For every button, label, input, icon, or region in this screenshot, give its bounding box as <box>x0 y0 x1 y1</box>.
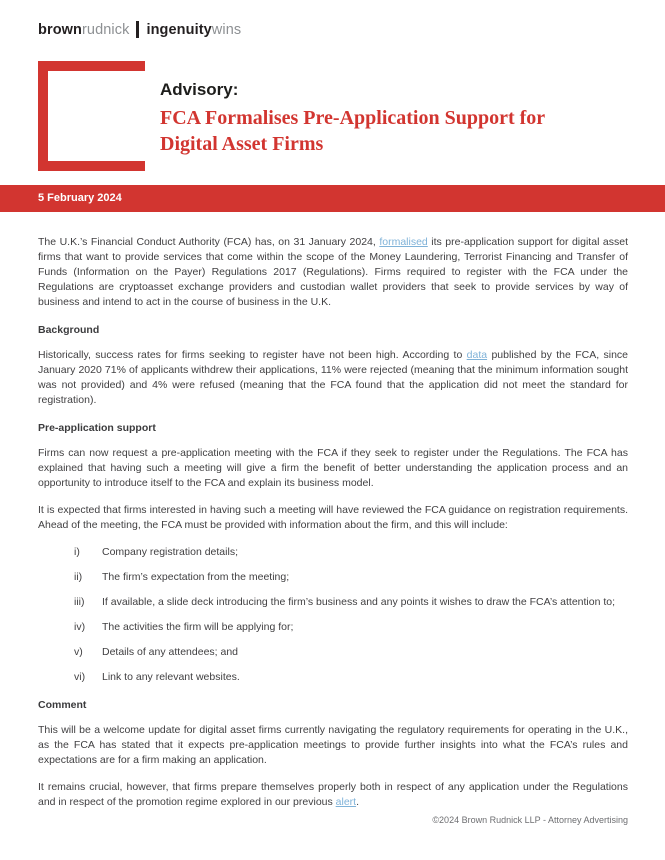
list-marker: iii) <box>74 596 85 608</box>
comment-paragraph-2: It remains crucial, however, that firms prepare themselves properly both in respect of any application under the Regulations and in respect of the promotion regime explored in our previous alert. <box>38 781 628 808</box>
requirements-list <box>74 545 628 685</box>
intro-paragraph: The U.K.’s Financial Conduct Authority (FCA) has, on 31 January 2024, formalised its pre-application support for digital asset firms that want to provide services that come within the scope of the Money Laundering, Terrorist Financing and Transfer of Funds (Information on the Payer) Regulations 2017 (Regulations). Firms required to register with the FCA under the Regulations are cryptoasset exchange providers and custodian wallet providers that seek to provide services by way of business and intend to act in the course of business in the U.K. <box>38 236 629 308</box>
list-item <box>74 545 628 560</box>
copyright-footer <box>432 815 628 825</box>
date-bar <box>0 185 665 212</box>
copyright-text: ©2024 Brown Rudnick LLP - Attorney Advertising <box>432 815 628 825</box>
list-marker: ii) <box>74 571 83 583</box>
list-item-text: The activities the firm will be applying for; <box>102 621 294 633</box>
logo-separator-bar <box>136 21 139 38</box>
advisory-kicker: Advisory: <box>160 80 239 99</box>
background-heading: Background <box>38 324 100 336</box>
list-marker: vi) <box>74 671 86 683</box>
logo-wins: wins <box>211 21 242 38</box>
comment-heading: Comment <box>38 699 87 711</box>
document-body <box>0 212 665 810</box>
list-item-text: Link to any relevant websites. <box>102 671 240 683</box>
logo-rudnick: rudnick <box>82 21 130 38</box>
comment-paragraph-1: This will be a welcome update for digital asset firms currently navigating the regulatory requirements for operating in the U.K., as the FCA has stated that it expects pre-application meetings to provide further insights into what the FCA’s rules and expectations are for a firm making an application. <box>38 724 628 766</box>
masthead <box>38 61 665 171</box>
data-link[interactable]: data <box>466 349 488 361</box>
publication-date: 5 February 2024 <box>38 192 122 204</box>
list-item-text: Company registration details; <box>102 546 238 558</box>
list-item-text: If available, a slide deck introducing the firm’s business and any points it wishes to draw the FCA’s attention to; <box>102 596 616 608</box>
pre-application-paragraph-2: It is expected that firms interested in having such a meeting will have reviewed the FCA guidance on registration requirements. Ahead of the meeting, the FCA must be provided with information about the firm, and this will include: <box>38 504 628 531</box>
pre-application-heading: Pre-application support <box>38 422 156 434</box>
list-marker: iv) <box>74 621 86 633</box>
list-item <box>74 645 628 660</box>
pre-application-paragraph-1: Firms can now request a pre-application meeting with the FCA if they seek to register under the Regulations. The FCA has explained that having such a meeting will give a firm the benefit of better understanding the application process and an opportunity to introduce itself to the FCA and explain its business model. <box>38 447 628 489</box>
list-item-text: The firm’s expectation from the meeting; <box>102 571 290 583</box>
list-item <box>74 620 628 635</box>
list-marker: v) <box>74 646 83 658</box>
logo-brown: brown <box>38 21 82 38</box>
logo-ingenuity: ingenuity <box>146 21 212 38</box>
page-title-line2: Digital Asset Firms <box>160 133 324 155</box>
background-paragraph: Historically, success rates for firms seeking to register have not been high. According to data published by the FCA, since January 2020 71% of applicants withdrew their applications, 11% were rejected (meaning that the minimum information sought was not provided) and 4% were refused (meaning that the FCA found that the application did not meet the standard for registration). <box>38 349 629 406</box>
title-block <box>160 80 545 157</box>
alert-link[interactable]: alert <box>335 796 357 808</box>
red-bracket-graphic <box>38 61 145 171</box>
list-item <box>74 595 628 610</box>
brown-rudnick-logo <box>38 21 665 38</box>
page-title <box>160 105 545 157</box>
list-item <box>74 570 628 585</box>
list-item <box>74 670 628 685</box>
list-marker: i) <box>74 546 80 558</box>
list-item-text: Details of any attendees; and <box>102 646 239 658</box>
page-title-line1: FCA Formalises Pre-Application Support for <box>160 107 546 129</box>
formalised-link[interactable]: formalised <box>379 236 428 248</box>
